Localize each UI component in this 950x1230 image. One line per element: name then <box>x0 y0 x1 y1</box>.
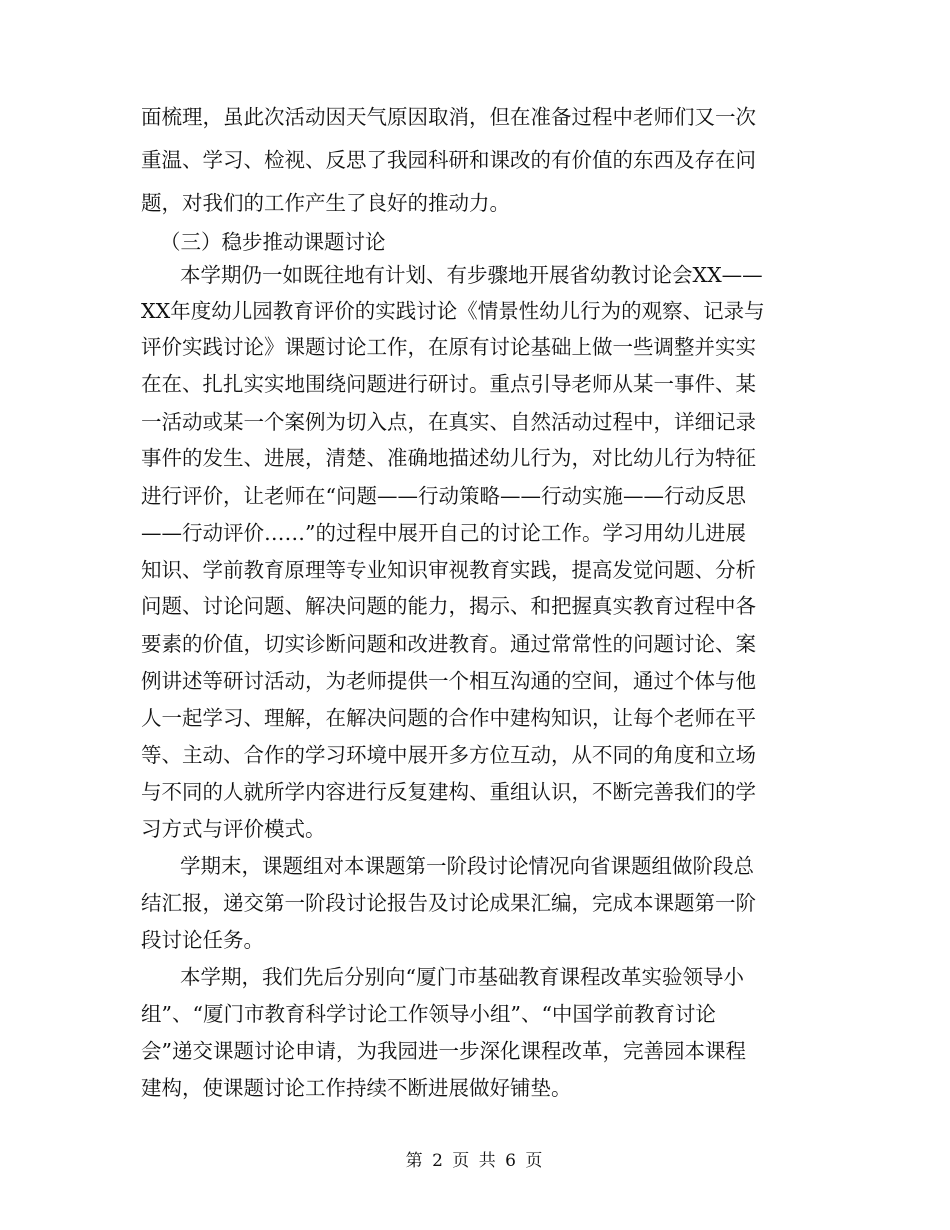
text-line <box>0 960 950 994</box>
text-line <box>0 701 950 735</box>
line-text: 面梳理，虽此次活动因天气原因取消，但在准备过程中老师们又一次 <box>141 105 756 129</box>
text-line <box>0 143 950 177</box>
text-line <box>0 405 950 439</box>
line-text: 题，对我们的工作产生了良好的推动力。 <box>141 191 510 215</box>
text-line <box>0 258 950 292</box>
line-text: 本学期，我们先后分别向“厦门市基础教育课程改革实验领导小 <box>180 965 744 989</box>
text-line <box>0 1034 950 1068</box>
line-text: 习方式与评价模式。 <box>141 817 326 841</box>
line-text: 学期末，课题组对本课题第一阶段讨论情况向省课题组做阶段总 <box>180 854 754 878</box>
line-text: 例讲述等研讨活动，为老师提供一个相互沟通的空间，通过个体与他 <box>141 669 756 693</box>
line-text: ——行动评价……”的过程中展开自己的讨论工作。学习用幼儿进展 <box>141 521 746 545</box>
text-line <box>0 886 950 920</box>
text-line <box>0 441 950 475</box>
line-text: 进行评价，让老师在“问题——行动策略——行动实施——行动反思 <box>141 484 746 508</box>
line-text: 会”递交课题讨论申请，为我园进一步深化课程改革，完善园本课程 <box>141 1039 746 1063</box>
line-text: 事件的发生、进展，清楚、准确地描述幼儿行为，对比幼儿行为特征 <box>141 446 756 470</box>
line-text: 要素的价值，切实诊断问题和改进教育。通过常常性的问题讨论、案 <box>141 632 756 656</box>
text-line <box>0 664 950 698</box>
text-line <box>0 553 950 587</box>
line-text: 段讨论任务。 <box>141 928 264 952</box>
text-line <box>0 738 950 772</box>
heading-text: （三）稳步推动课题讨论 <box>160 230 386 254</box>
line-text: 知识、学前教育原理等专业知识审视教育实践，提高发觉问题、分析 <box>141 558 756 582</box>
line-text: 本学期仍一如既往地有计划、有步骤地开展省幼教讨论会XX—— <box>180 263 763 287</box>
line-text: 结汇报，递交第一阶段讨论报告及讨论成果汇编，完成本课题第一阶 <box>141 891 756 915</box>
page-number: 第 2 页 共 6 页 <box>405 1151 545 1171</box>
text-line <box>0 775 950 809</box>
section-heading <box>0 225 950 259</box>
text-line <box>0 516 950 550</box>
line-text: 问题、讨论问题、解决问题的能力，揭示、和把握真实教育过程中各 <box>141 594 756 618</box>
line-text: 一活动或某一个案例为切入点，在真实、自然活动过程中，详细记录 <box>141 410 756 434</box>
text-line <box>0 997 950 1031</box>
text-line <box>0 100 950 134</box>
text-line <box>0 186 950 220</box>
line-text: 重温、学习、检视、反思了我园科研和课改的有价值的东西及存在问 <box>141 148 756 172</box>
text-line <box>0 330 950 364</box>
line-text: 与不同的人就所学内容进行反复建构、重组认识，不断完善我们的学 <box>141 780 756 804</box>
text-line <box>0 294 950 328</box>
line-text: 建构，使课题讨论工作持续不断进展做好铺垫。 <box>141 1076 572 1100</box>
text-line <box>0 479 950 513</box>
line-text: 评价实践讨论》课题讨论工作，在原有讨论基础上做一些调整并实实 <box>141 335 756 359</box>
text-line <box>0 367 950 401</box>
line-text: 在在、扎扎实实地围绕问题进行研讨。重点引导老师从某一事件、某 <box>141 372 756 396</box>
text-line <box>0 1071 950 1105</box>
text-line <box>0 849 950 883</box>
text-line <box>0 923 950 957</box>
text-line <box>0 589 950 623</box>
line-text: 组”、“厦门市教育科学讨论工作领导小组”、“中国学前教育讨论 <box>141 1002 716 1026</box>
line-text: 人一起学习、理解，在解决问题的合作中建构知识，让每个老师在平 <box>141 706 756 730</box>
text-line <box>0 812 950 846</box>
line-text: 等、主动、合作的学习环境中展开多方位互动，从不同的角度和立场 <box>141 743 756 767</box>
line-text: XX年度幼儿园教育评价的实践讨论《情景性幼儿行为的观察、记录与 <box>141 299 765 323</box>
text-line <box>0 627 950 661</box>
